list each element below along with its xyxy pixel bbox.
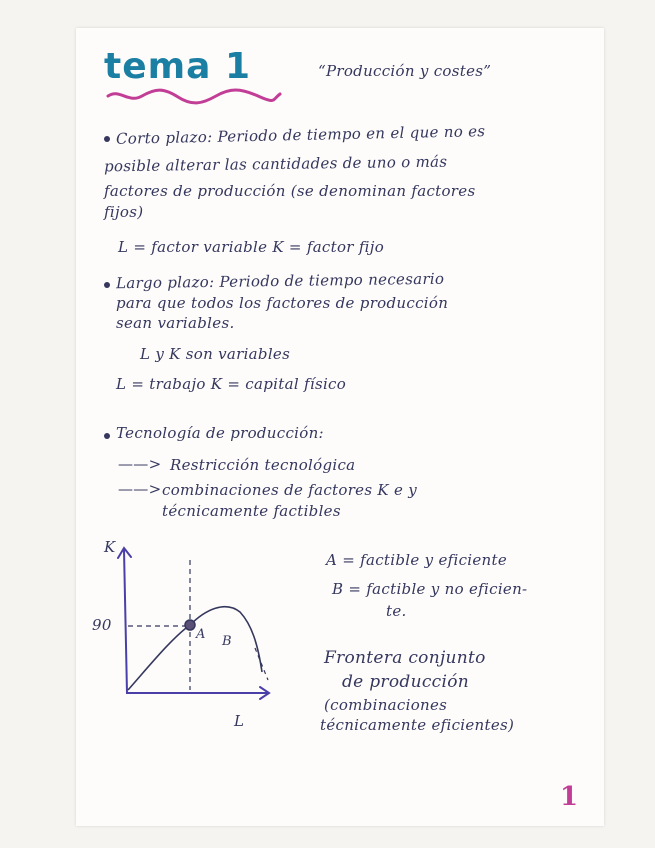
graph-x-axis-label: L: [234, 712, 245, 730]
short-run-line-1: Corto plazo: Periodo de tiempo en el que no es: [115, 122, 486, 148]
legend-b-line-1: B = factible y no eficien-: [332, 580, 528, 598]
arrow-2: ——>: [118, 480, 162, 498]
legend-b-line-2: te.: [386, 602, 407, 620]
short-run-line-3: factores de producción (se denominan factores: [104, 182, 476, 200]
long-run-variables: L = trabajo K = capital físico: [116, 375, 347, 393]
short-run-variables: L = factor variable K = factor fijo: [118, 238, 385, 256]
arrow-1: ——>: [118, 455, 162, 473]
technology-item-3: técnicamente factibles: [162, 502, 341, 520]
frontier-line-2: de producción: [342, 672, 469, 692]
page-title: tema 1: [104, 46, 252, 87]
graph-point-a: A: [196, 627, 206, 642]
short-run-line-4: fijos): [104, 203, 144, 221]
graph-y-axis-label: K: [104, 538, 116, 556]
technology-item-2: combinaciones de factores K e y: [162, 481, 417, 499]
long-run-line-2: para que todos los factores de producción: [116, 294, 449, 312]
short-run-line-2: posible alterar las cantidades de uno o más: [103, 152, 448, 176]
page-subtitle: “Producción y costes”: [318, 62, 492, 80]
long-run-variables-note: L y K son variables: [140, 345, 291, 363]
graph-y-value: 90: [92, 616, 112, 634]
long-run-line-1: Largo plazo: Periodo de tiempo necesario: [115, 269, 445, 293]
legend-a: A = factible y eficiente: [326, 551, 508, 569]
frontier-line-3: (combinaciones: [324, 696, 448, 714]
technology-heading: Tecnología de producción:: [116, 424, 324, 442]
page-number: 1: [560, 782, 579, 812]
long-run-line-3: sean variables.: [116, 314, 235, 332]
frontier-line-1: Frontera conjunto: [324, 648, 486, 668]
graph-point-b: B: [222, 634, 232, 649]
frontier-line-4: técnicamente eficientes): [320, 716, 515, 734]
technology-item-1: Restricción tecnológica: [170, 456, 356, 474]
